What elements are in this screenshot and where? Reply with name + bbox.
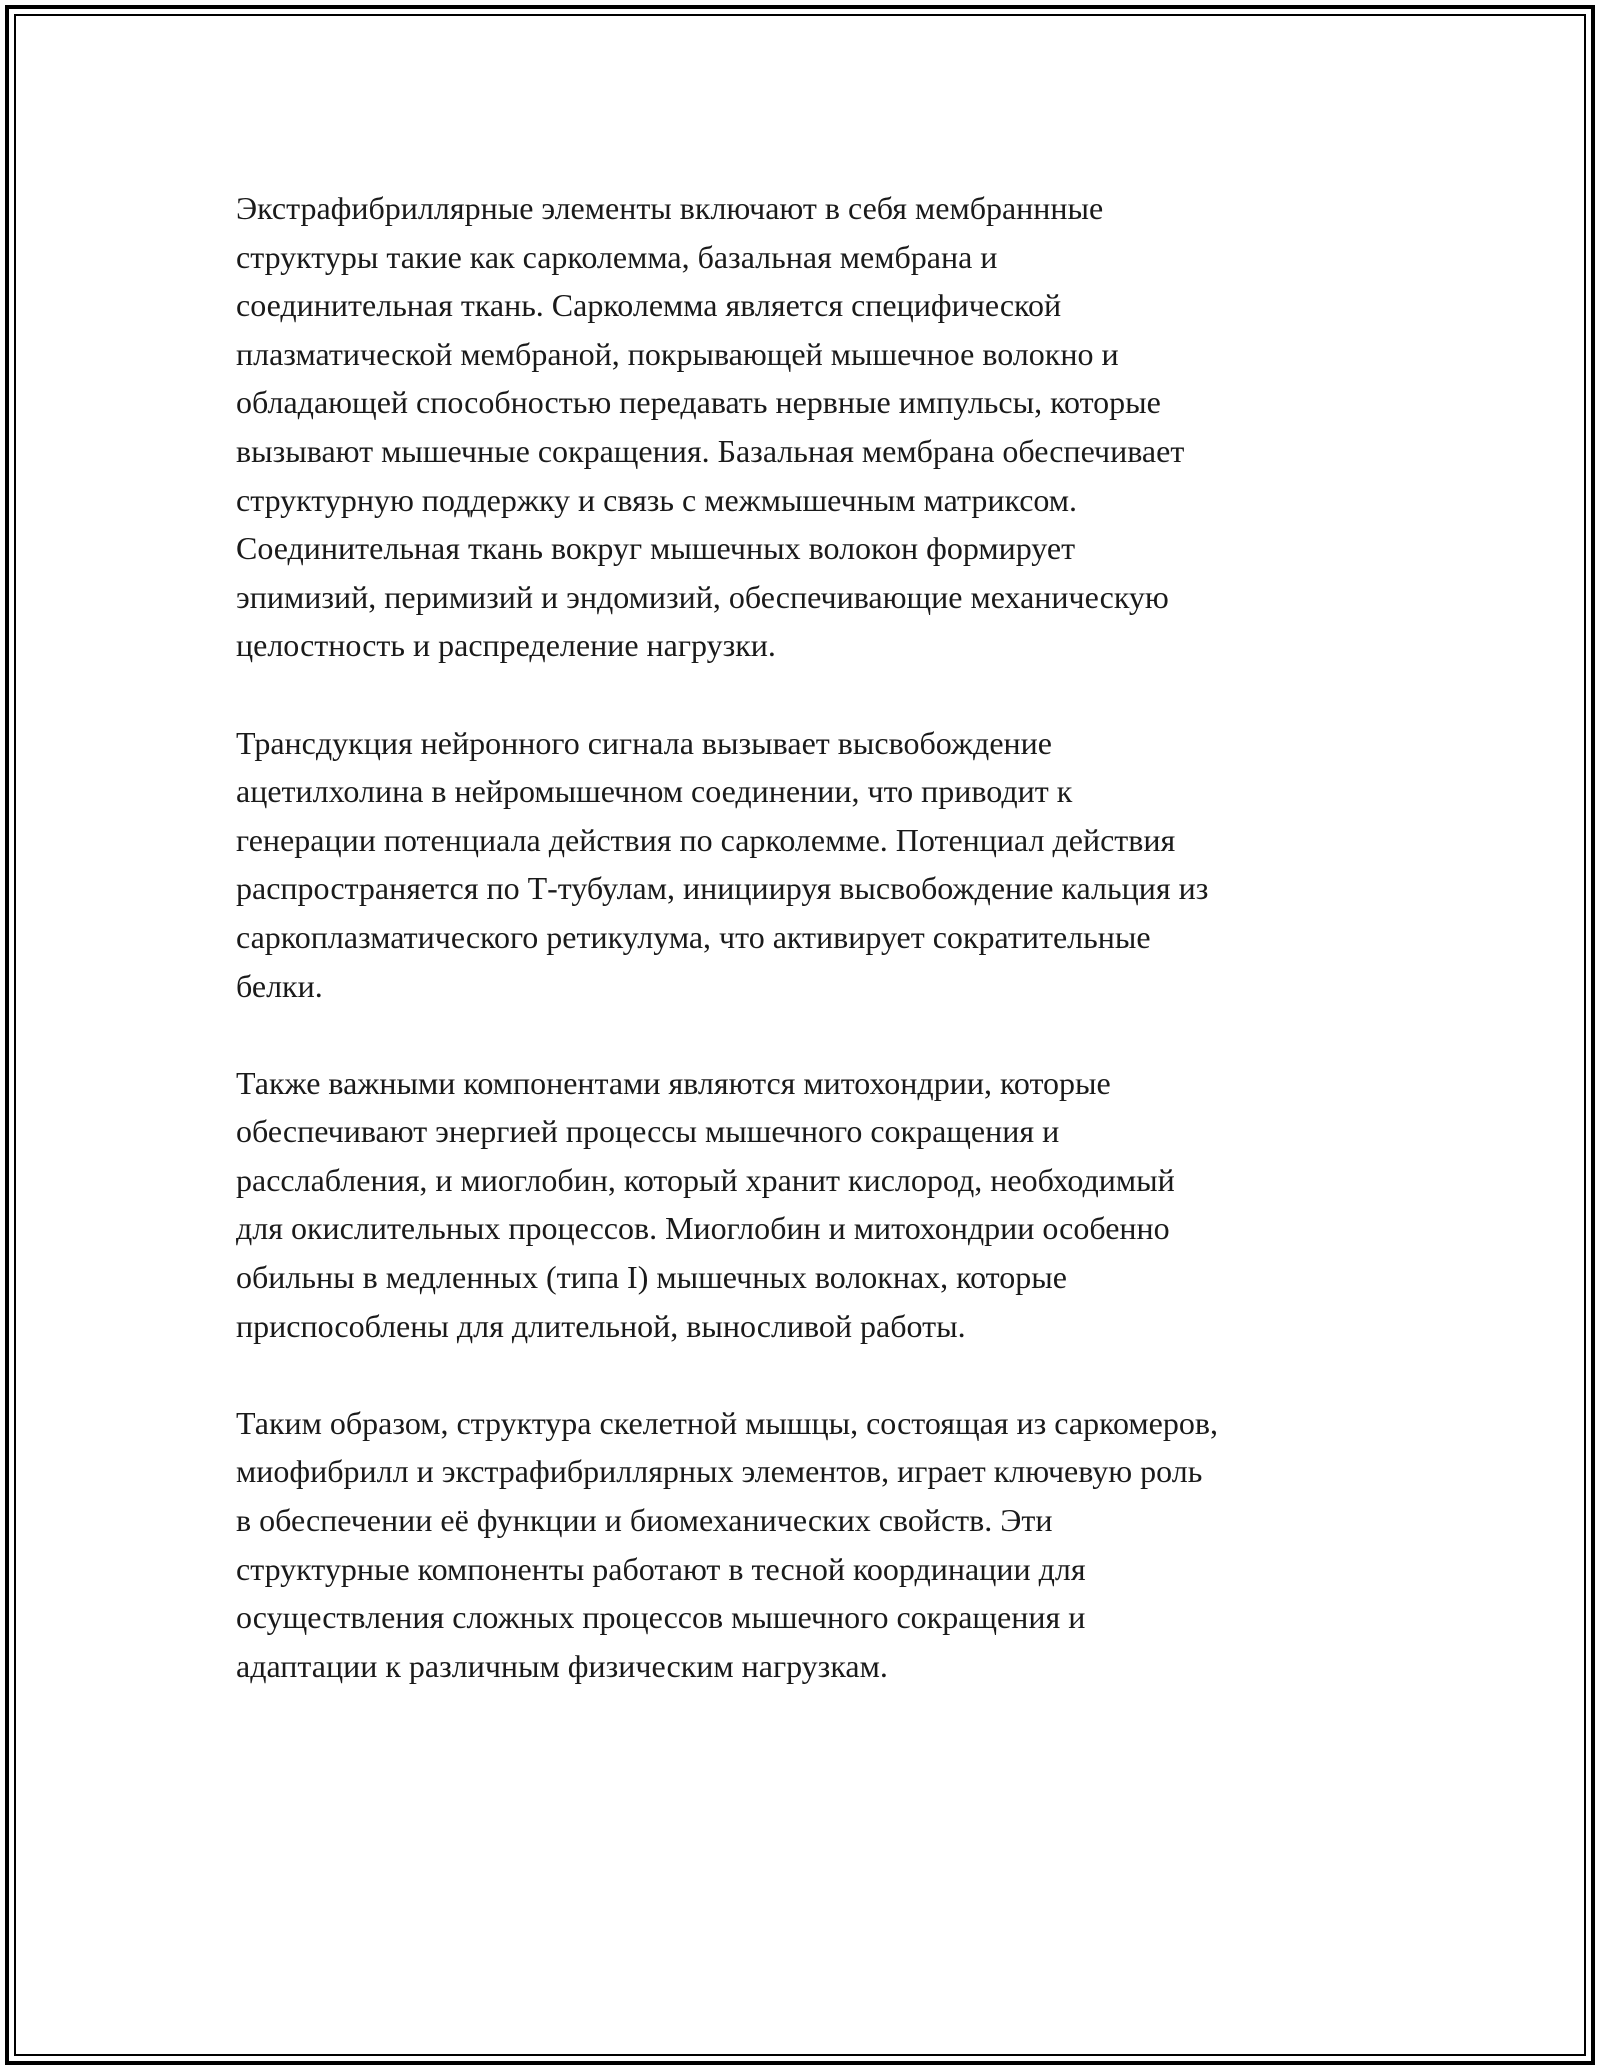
paragraph-extrafibrillar-elements: Экстрафибриллярные элементы включают в себя мембраннные структуры такие как сарколемма, базальная мембрана и соединительная ткань. Сарколемма является специфической плазматической мембраной, покрывающей мышечное волокно и обладающей способностью передавать нервные импульсы, которые вызывают мышечные сокращения. Базальная мембрана обеспечивает структурную поддержку и связь с межмышечным матриксом. Соединительная ткань вокруг мышечных волокон формирует эпимизий, перимизий и эндомизий, обеспечивающие механическую целостность и распределение нагрузки. bbox=[236, 190, 1185, 664]
document-body bbox=[236, 184, 1376, 1690]
paragraph-mitochondria-myoglobin: Также важными компонентами являются митохондрии, которые обеспечивают энергией процессы мышечного сокращения и расслабления, и миоглобин, который хранит кислород, необходимый для окислительных процессов. Миоглобин и митохондрии особенно обильны в медленных (типа I) мышечных волокнах, которые приспособлены для длительной, выносливой работы. bbox=[236, 1064, 1175, 1344]
paragraph-conclusion: Таким образом, структура скелетной мышцы, состоящая из саркомеров, миофибрилл и экстрафибриллярных элементов, играет ключевую роль в обеспечении её функции и биомеханических свойств. Эти структурные компоненты работают в тесной координации для осуществления сложных процессов мышечного сокращения и адаптации к различным физическим нагрузкам. bbox=[236, 1404, 1218, 1684]
paragraph-signal-transduction: Трансдукция нейронного сигнала вызывает высвобождение ацетилхолина в нейромышечном соединении, что приводит к генерации потенциала действия по сарколемме. Потенциал действия распространяется по Т-тубулам, инициируя высвобождение кальция из саркоплазматического ретикулума, что активирует сократительные белки. bbox=[236, 724, 1209, 1004]
